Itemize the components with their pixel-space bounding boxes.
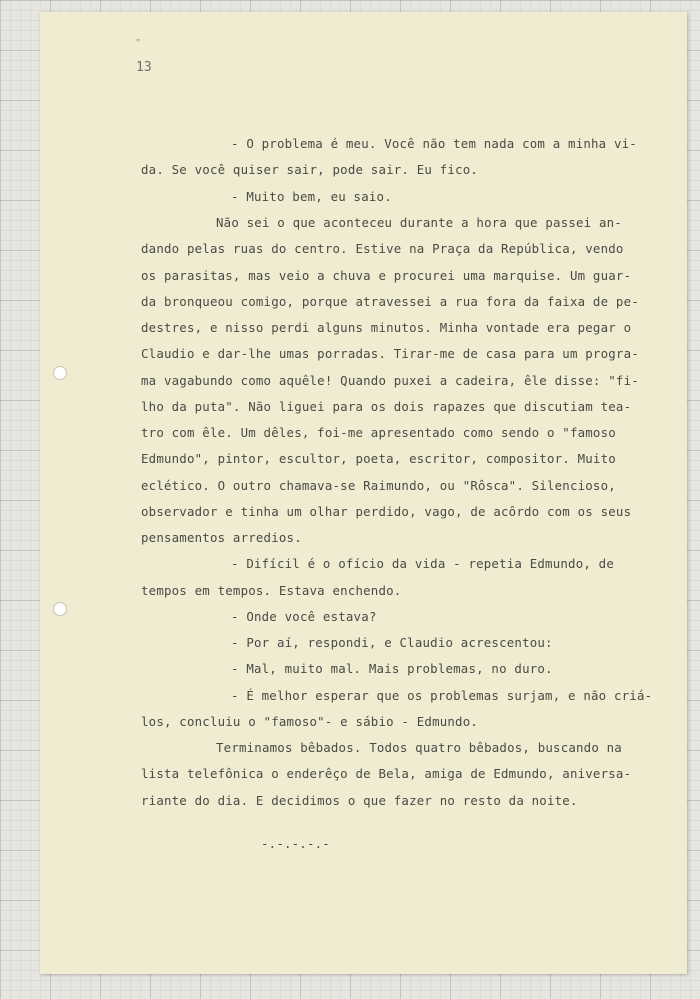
- text-line: - É melhor esperar que os problemas surjam, e não criá-: [231, 688, 653, 703]
- page-number: 13: [136, 60, 152, 75]
- corner-mark: ": [136, 38, 141, 49]
- text-line: tro com êle. Um dêles, foi-me apresentado como sendo o "famoso: [141, 425, 616, 440]
- end-mark: -.-.-.-.-: [261, 836, 330, 851]
- text-line: - Mal, muito mal. Mais problemas, no duro.: [231, 661, 553, 676]
- text-line: da bronqueou comigo, porque atravessei a rua fora da faixa de pe-: [141, 294, 639, 309]
- text-line: - Difícil é o ofício da vida - repetia Edmundo, de: [231, 556, 614, 571]
- text-line: Não sei o que aconteceu durante a hora que passei an-: [216, 215, 622, 230]
- text-line: eclético. O outro chamava-se Raimundo, ou "Rôsca". Silencioso,: [141, 478, 616, 493]
- typewritten-page: [40, 12, 687, 974]
- text-line: tempos em tempos. Estava enchendo.: [141, 583, 402, 598]
- text-line: destres, e nisso perdi alguns minutos. Minha vontade era pegar o: [141, 320, 632, 335]
- text-line: - Onde você estava?: [231, 609, 377, 624]
- text-line: dando pelas ruas do centro. Estive na Praça da República, vendo: [141, 241, 624, 256]
- text-line: - Muito bem, eu saio.: [231, 189, 392, 204]
- text-line: os parasitas, mas veio a chuva e procurei uma marquise. Um guar-: [141, 268, 632, 283]
- text-line: ma vagabundo como aquêle! Quando puxei a cadeira, êle disse: "fi-: [141, 373, 639, 388]
- text-line: lista telefônica o enderêço de Bela, amiga de Edmundo, aniversa-: [141, 766, 632, 781]
- text-line: Edmundo", pintor, escultor, poeta, escritor, compositor. Muito: [141, 451, 616, 466]
- punch-hole-bottom: [53, 602, 67, 616]
- text-line: Claudio e dar-lhe umas porradas. Tirar-me de casa para um progra-: [141, 346, 639, 361]
- text-line: - Por aí, respondi, e Claudio acrescentou:: [231, 635, 553, 650]
- text-line: pensamentos arredios.: [141, 530, 302, 545]
- punch-hole-top: [53, 366, 67, 380]
- text-line: riante do dia. E decidimos o que fazer no resto da noite.: [141, 793, 578, 808]
- text-line: lho da puta". Não liguei para os dois rapazes que discutiam tea-: [141, 399, 632, 414]
- text-line: - O problema é meu. Você não tem nada com a minha vi-: [231, 136, 637, 151]
- text-line: da. Se você quiser sair, pode sair. Eu fico.: [141, 162, 479, 177]
- text-line: los, concluiu o "famoso"- e sábio - Edmundo.: [141, 714, 479, 729]
- text-line: Terminamos bêbados. Todos quatro bêbados, buscando na: [216, 740, 622, 755]
- text-line: observador e tinha um olhar perdido, vago, de acôrdo com os seus: [141, 504, 632, 519]
